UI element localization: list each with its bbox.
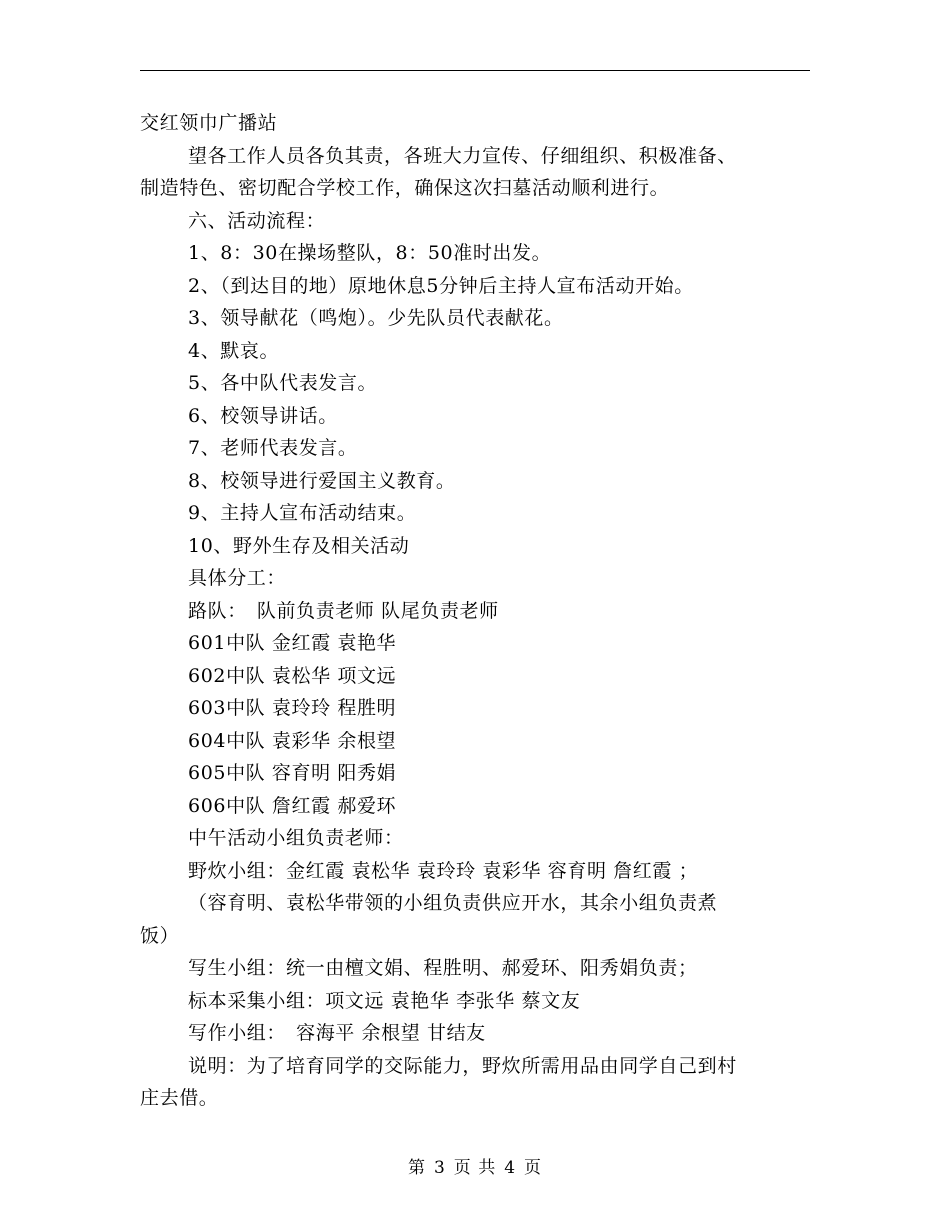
text-line: 5、各中队代表发言。 <box>188 372 378 394</box>
text-line: 9、主持人宣布活动结束。 <box>188 502 417 524</box>
text-line: （容育明、袁松华带领的小组负责供应开水，其余小组负责煮 <box>188 892 718 914</box>
text-line: 2、（到达目的地）原地休息5分钟后主持人宣布活动开始。 <box>188 274 694 297</box>
text-line: 中午活动小组负责老师： <box>188 827 404 849</box>
document-body <box>140 107 810 1115</box>
footer-middle: 页 共 <box>453 1158 497 1178</box>
text-line: 写生小组：统一由檀文娟、程胜明、郝爱环、阳秀娟负责； <box>188 957 698 979</box>
text-line: 604中队 袁彩华 余根望 <box>188 729 397 752</box>
text-line: 4、默哀。 <box>188 339 280 362</box>
text-line: 605中队 容育明 阳秀娟 <box>188 762 397 784</box>
text-line: 制造特色、密切配合学校工作，确保这次扫墓活动顺利进行。 <box>140 177 670 199</box>
text-line: 路队： 队前负责老师 队尾负责老师 <box>188 599 499 622</box>
text-line: 具体分工： <box>188 567 287 589</box>
text-line: 601中队 金红霞 袁艳华 <box>188 632 397 654</box>
footer-prefix: 第 <box>407 1158 426 1178</box>
text-line: 交红领巾广播站 <box>140 112 278 134</box>
text-line: 望各工作人员各负其责，各班大力宣传、仔细组织、积极准备、 <box>188 144 737 167</box>
text-line: 6、校领导讲话。 <box>188 404 338 427</box>
text-line: 六、活动流程： <box>188 209 326 232</box>
text-line: 10、野外生存及相关活动 <box>188 534 410 557</box>
text-line: 写作小组： 容海平 余根望 甘结友 <box>188 1022 486 1044</box>
text-line: 606中队 詹红霞 郝爱环 <box>188 794 397 817</box>
text-line: 标本采集小组：项文远 袁艳华 李张华 蔡文友 <box>188 989 581 1012</box>
text-line: 3、领导献花（鸣炮）。少先队员代表献花。 <box>188 307 564 329</box>
header-rule <box>140 70 810 71</box>
footer-suffix: 页 <box>524 1158 543 1178</box>
text-line: 1、8：30在操场整队，8：50准时出发。 <box>188 242 552 264</box>
text-line: 野炊小组：金红霞 袁松华 袁玲玲 袁彩华 容育明 詹红霞 ； <box>188 859 699 882</box>
text-line: 602中队 袁松华 项文远 <box>188 664 397 687</box>
text-line: 饭） <box>140 924 180 947</box>
text-line: 603中队 袁玲玲 程胜明 <box>188 697 397 719</box>
footer-total-pages: 4 <box>504 1158 517 1178</box>
text-line: 8、校领导进行爱国主义教育。 <box>188 469 456 492</box>
text-line: 7、老师代表发言。 <box>188 437 358 459</box>
footer-current-page: 3 <box>433 1158 446 1178</box>
text-line: 庄去借。 <box>140 1087 219 1109</box>
text-line: 说明：为了培育同学的交际能力，野炊所需用品由同学自己到村 <box>188 1054 737 1077</box>
page-footer <box>0 1153 950 1178</box>
